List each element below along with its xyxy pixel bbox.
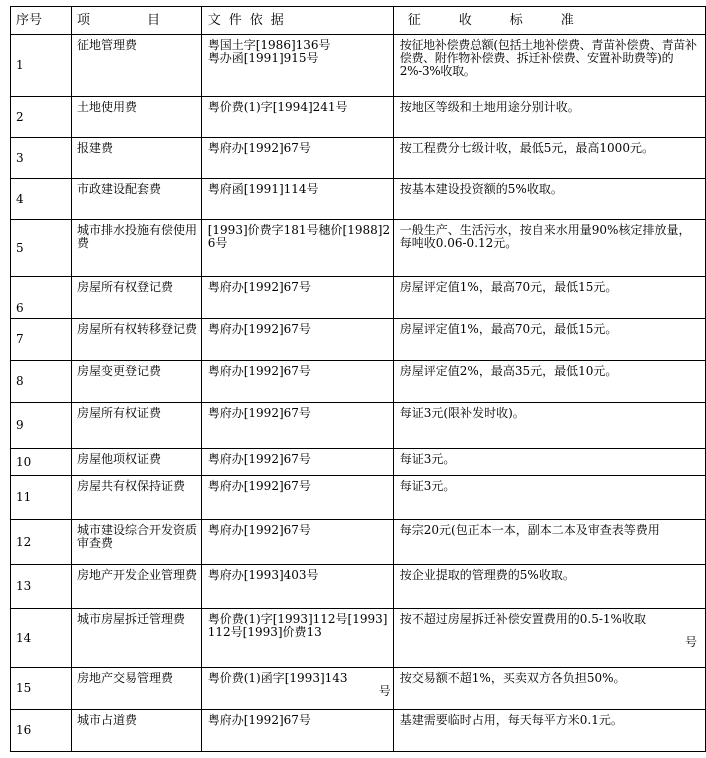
basis-cell: 粤府办[1992]67号 bbox=[201, 520, 393, 565]
basis-cell: 粤府函[1991]114号 bbox=[201, 179, 393, 220]
seq-cell: 13 bbox=[11, 565, 72, 609]
standard-cell: 每宗20元(包正本一本，副本二本及审查表等费用 bbox=[393, 520, 705, 565]
seq-cell: 10 bbox=[11, 449, 72, 476]
table-row bbox=[11, 319, 706, 361]
item-cell: 城市排水投施有偿使用费 bbox=[72, 220, 202, 277]
seq-cell: 14 bbox=[11, 609, 72, 668]
seq-cell: 9 bbox=[11, 403, 72, 449]
seq-cell: 6 bbox=[11, 277, 72, 319]
table-row bbox=[11, 449, 706, 476]
item-cell: 房屋所有权转移登记费 bbox=[72, 319, 202, 361]
table-row bbox=[11, 668, 706, 710]
standard-cell: 每证3元。 bbox=[393, 449, 705, 476]
item-cell: 城市占道费 bbox=[72, 710, 202, 752]
item-cell: 城市房屋拆迁管理费 bbox=[72, 609, 202, 668]
table-row bbox=[11, 35, 706, 97]
header-item: 项 目 bbox=[72, 7, 202, 35]
item-cell: 房屋变更登记费 bbox=[72, 361, 202, 403]
header-basis: 文件依据 bbox=[201, 7, 393, 35]
standard-cell: 按交易额不超1%，买卖双方各负担50%。 bbox=[393, 668, 705, 710]
table-row bbox=[11, 403, 706, 449]
seq-cell: 1 bbox=[11, 35, 72, 97]
seq-cell: 11 bbox=[11, 476, 72, 520]
item-cell: 房屋共有权保持证费 bbox=[72, 476, 202, 520]
standard-cell: 按工程费分七级计收，最低5元，最高1000元。 bbox=[393, 138, 705, 179]
table-row bbox=[11, 220, 706, 277]
item-cell: 市政建设配套费 bbox=[72, 179, 202, 220]
standard-cell: 基建需要临时占用，每天每平方米0.1元。 bbox=[393, 710, 705, 752]
seq-cell: 2 bbox=[11, 97, 72, 138]
table-row bbox=[11, 361, 706, 403]
seq-cell: 8 bbox=[11, 361, 72, 403]
standard-cell: 房屋评定值2%，最高35元，最低10元。 bbox=[393, 361, 705, 403]
item-cell: 城市建设综合开发资质审查费 bbox=[72, 520, 202, 565]
basis-cell: 粤府办[1992]67号 bbox=[201, 403, 393, 449]
table-row bbox=[11, 609, 706, 668]
table-row bbox=[11, 565, 706, 609]
standard-cell: 每证3元(限补发时收)。 bbox=[393, 403, 705, 449]
basis-cell: 粤府办[1992]67号 bbox=[201, 449, 393, 476]
table-row bbox=[11, 520, 706, 565]
table-row bbox=[11, 476, 706, 520]
seq-cell: 7 bbox=[11, 319, 72, 361]
standard-cell: 一般生产、生活污水，按自来水用量90%核定排放量，每吨收0.06-0.12元。 bbox=[393, 220, 705, 277]
table-row bbox=[11, 138, 706, 179]
basis-cell: 粤府办[1992]67号 bbox=[201, 277, 393, 319]
item-cell: 房地产开发企业管理费 bbox=[72, 565, 202, 609]
item-cell: 报建费 bbox=[72, 138, 202, 179]
basis-cell: 粤府办[1992]67号 bbox=[201, 361, 393, 403]
basis-cell: 粤价费(1)字[1993]112号[1993]112号[1993]价费13 bbox=[201, 609, 393, 668]
standard-cell: 按征地补偿费总额(包括土地补偿费、青苗补偿费、青苗补偿费、附作物补偿费、拆迁补偿费、安置补助费等)的2%-3%收取。 bbox=[393, 35, 705, 97]
seq-cell: 4 bbox=[11, 179, 72, 220]
item-cell: 房屋所有权证费 bbox=[72, 403, 202, 449]
standard-cell: 房屋评定值1%，最高70元，最低15元。 bbox=[393, 277, 705, 319]
standard-cell: 按企业提取的管理费的5%收取。 bbox=[393, 565, 705, 609]
standard-cell: 按不超过房屋拆迁补偿安置费用的0.5-1%收取 号 bbox=[393, 609, 705, 668]
header-seq: 序号 bbox=[11, 7, 72, 35]
item-cell: 土地使用费 bbox=[72, 97, 202, 138]
seq-cell: 15 bbox=[11, 668, 72, 710]
item-cell: 征地管理费 bbox=[72, 35, 202, 97]
item-cell: 房屋所有权登记费 bbox=[72, 277, 202, 319]
basis-cell: 粤价费(1)函字[1993]143 号 bbox=[201, 668, 393, 710]
item-cell: 房地产交易管理费 bbox=[72, 668, 202, 710]
standard-cell: 每证3元。 bbox=[393, 476, 705, 520]
table-row bbox=[11, 97, 706, 138]
basis-cell: 粤府办[1992]67号 bbox=[201, 319, 393, 361]
header-standard: 征收标准 bbox=[393, 7, 705, 35]
seq-cell: 5 bbox=[11, 220, 72, 277]
basis-cell: 粤府办[1992]67号 bbox=[201, 138, 393, 179]
seq-cell: 16 bbox=[11, 710, 72, 752]
table-row bbox=[11, 710, 706, 752]
basis-cell: 粤府办[1992]67号 bbox=[201, 476, 393, 520]
basis-cell: [1993]价费字181号穗价[1988]26号 bbox=[201, 220, 393, 277]
standard-cell: 按地区等级和土地用途分别计收。 bbox=[393, 97, 705, 138]
table-header-row bbox=[11, 7, 706, 35]
fee-table bbox=[10, 6, 706, 752]
basis-cell: 粤府办[1992]67号 bbox=[201, 710, 393, 752]
table-row bbox=[11, 179, 706, 220]
standard-cell: 按基本建设投资额的5%收取。 bbox=[393, 179, 705, 220]
item-cell: 房屋他项权证费 bbox=[72, 449, 202, 476]
basis-cell: 粤国土字[1986]136号 粤办函[1991]915号 bbox=[201, 35, 393, 97]
seq-cell: 12 bbox=[11, 520, 72, 565]
standard-cell: 房屋评定值1%，最高70元，最低15元。 bbox=[393, 319, 705, 361]
basis-cell: 粤价费(1)字[1994]241号 bbox=[201, 97, 393, 138]
table-row bbox=[11, 277, 706, 319]
seq-cell: 3 bbox=[11, 138, 72, 179]
basis-cell: 粤府办[1993]403号 bbox=[201, 565, 393, 609]
